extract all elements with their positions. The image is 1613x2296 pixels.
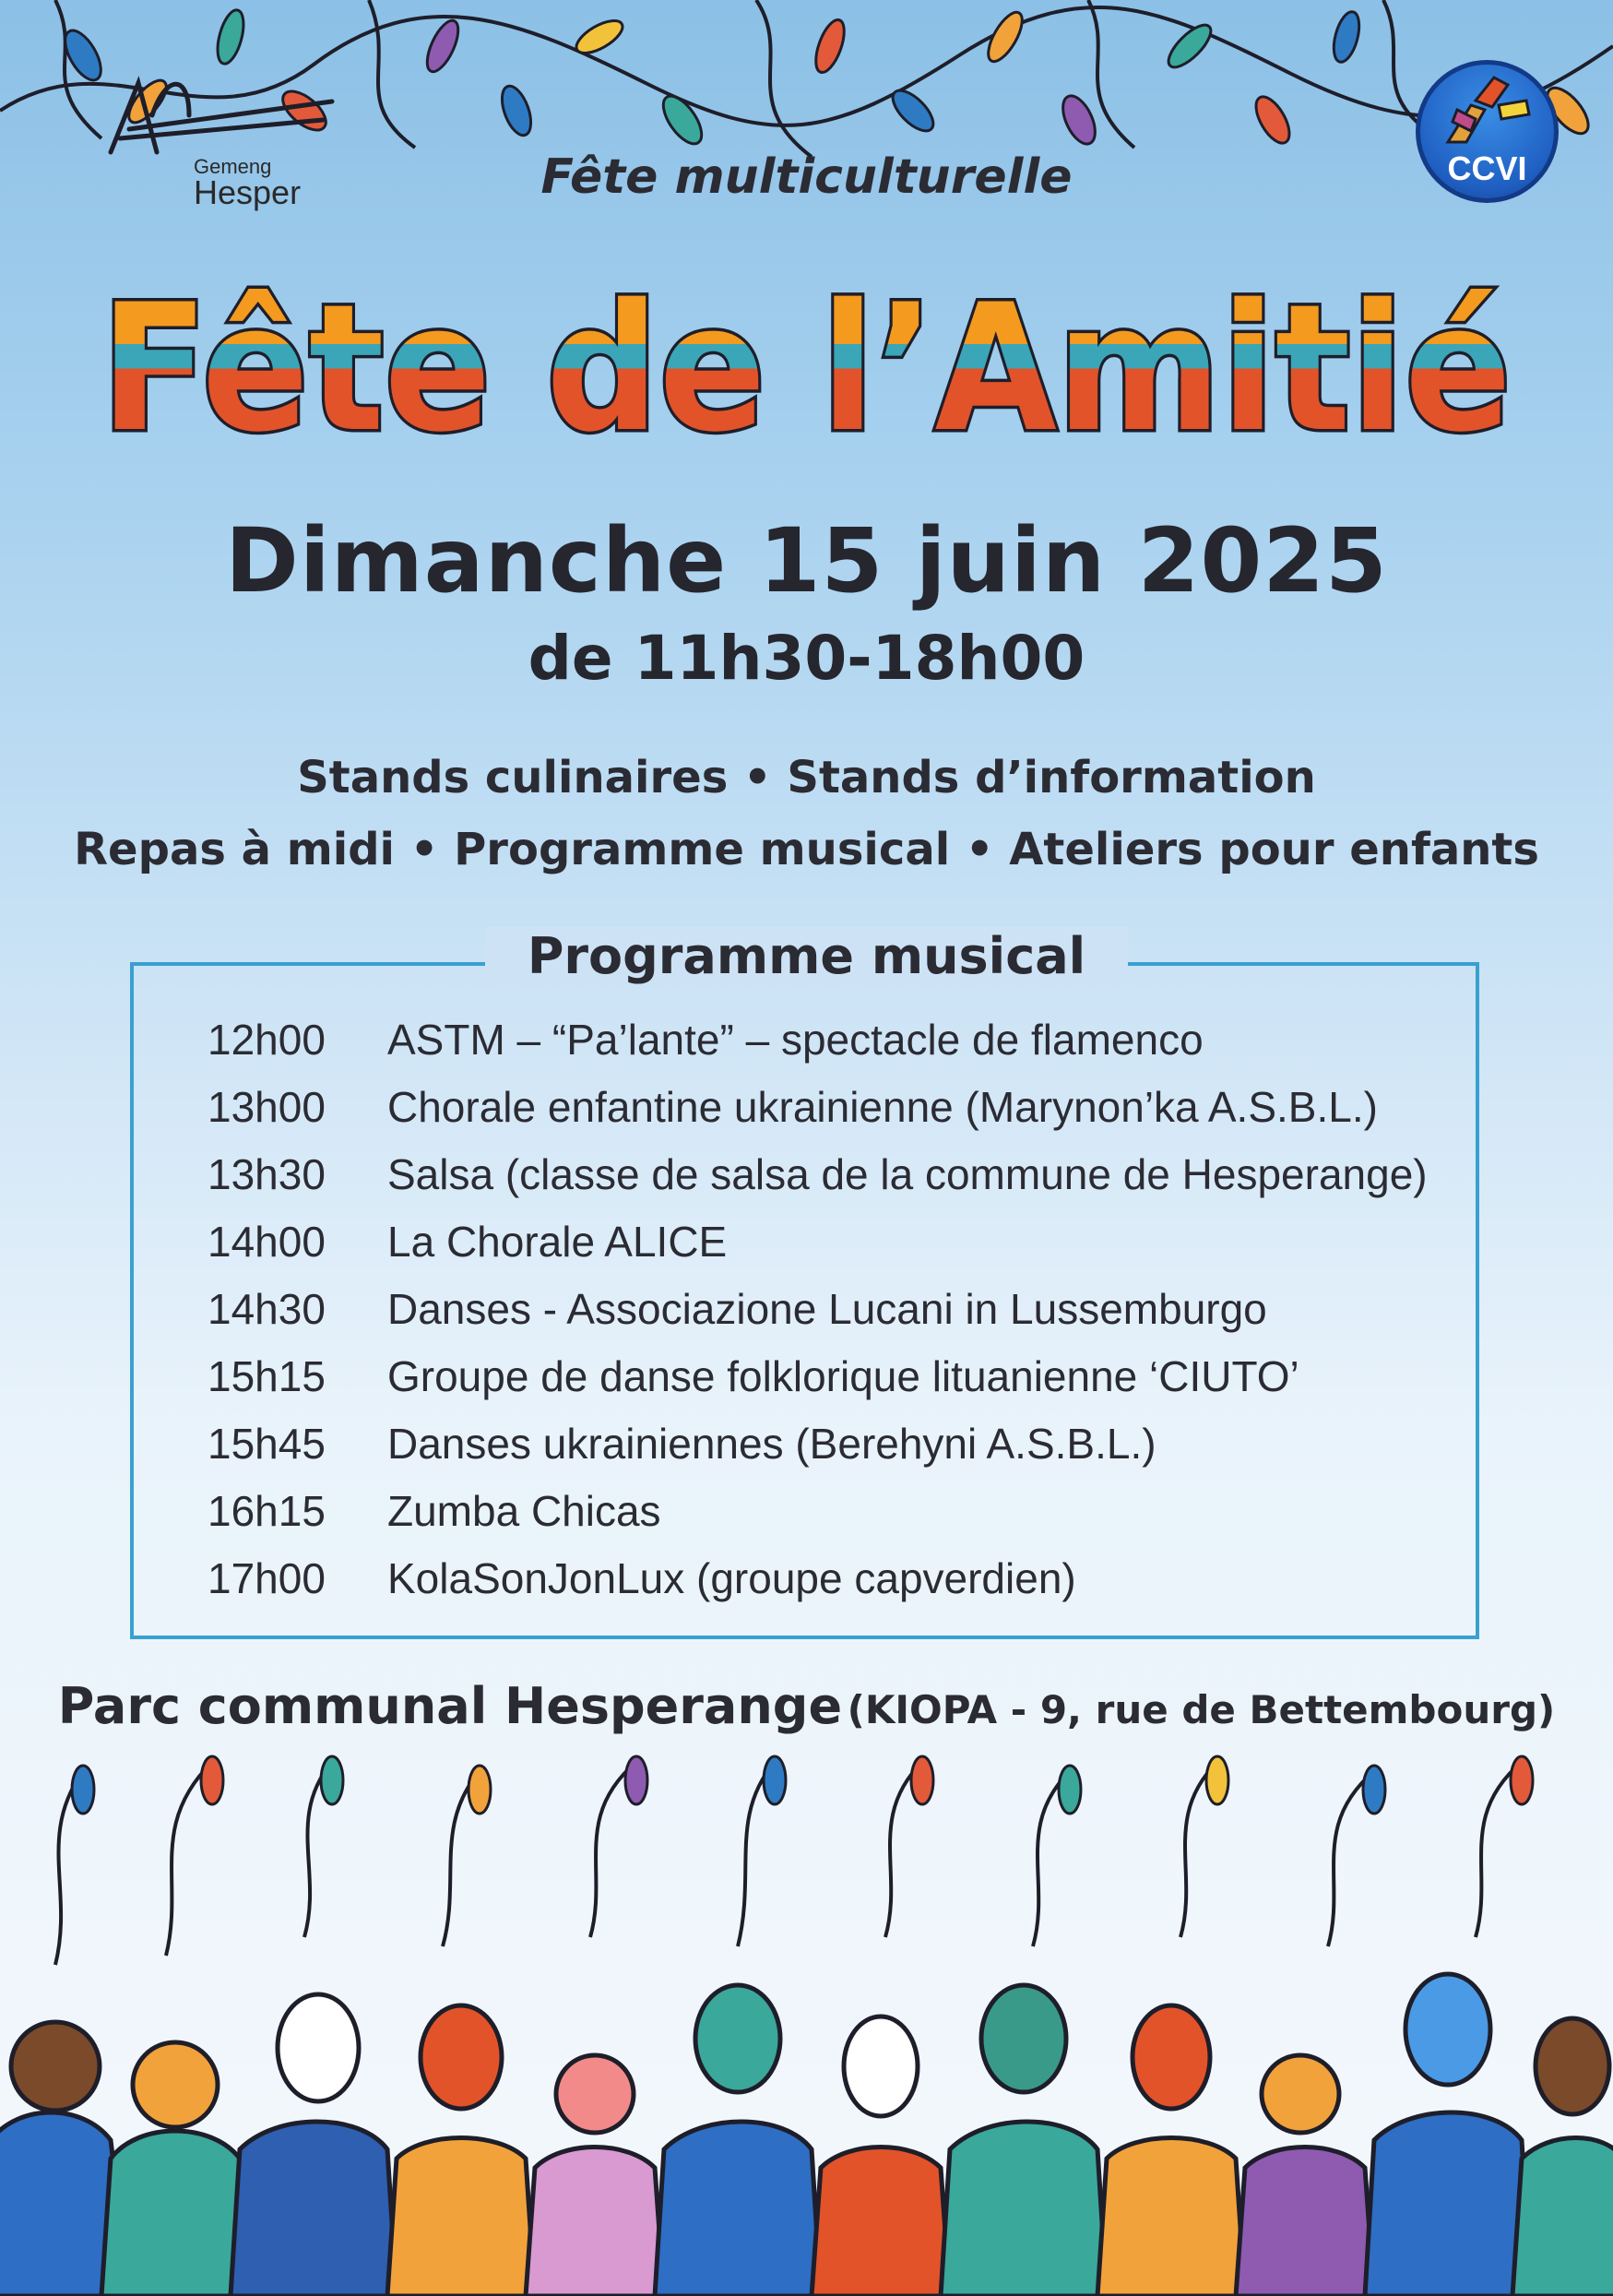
event-title (0, 240, 1613, 480)
programme-act: Danses ukrainiennes (Berehyni A.S.B.L.) (387, 1420, 1156, 1468)
programme-act: Danses - Associazione Lucani in Lussemburgo (387, 1285, 1267, 1333)
programme-title (0, 927, 1613, 985)
logo-big-text: Hesper (194, 173, 302, 211)
programme-time: 16h15 (208, 1487, 326, 1535)
programme-act: Zumba Chicas (387, 1487, 661, 1535)
programme-time: 17h00 (208, 1554, 326, 1602)
venue (0, 1677, 1613, 1735)
hands-icon (1420, 68, 1554, 151)
event-date: Dimanche 15 juin 2025 (225, 509, 1388, 613)
event-subtitle: Fête multiculturelle (540, 149, 1073, 205)
logo-small-text: Gemeng (194, 155, 272, 178)
people-illustration (0, 1753, 1613, 2296)
programme-row (208, 1015, 1204, 1065)
programme-act: KolaSonJonLux (groupe capverdien) (387, 1554, 1076, 1602)
programme-time: 12h00 (208, 1016, 326, 1064)
event-time: de 11h30-18h00 (528, 623, 1085, 694)
programme-row (208, 1149, 1428, 1199)
programme-row (208, 1486, 661, 1536)
venue-address: (KIOPA - 9, rue de Bettembourg) (847, 1687, 1556, 1732)
programme-row (208, 1284, 1267, 1334)
venue-name: Parc communal Hesperange (57, 1677, 843, 1735)
programme-time: 13h00 (208, 1083, 326, 1131)
programme-time: 15h45 (208, 1420, 326, 1468)
programme-row (208, 1082, 1378, 1132)
features-line-1: Stands culinaires • Stands d’information (297, 752, 1316, 803)
programme-act: Groupe de danse folklorique lituanienne ‘CIUTO’ (387, 1352, 1299, 1400)
event-title-text: Fête de l’Amitié (101, 267, 1512, 470)
programme-row (208, 1553, 1076, 1603)
programme-time: 13h30 (208, 1150, 326, 1198)
programme-time: 15h15 (208, 1352, 326, 1400)
programme-act: Chorale enfantine ukrainienne (Marynon’ka A.S.B.L.) (387, 1083, 1378, 1131)
programme-row (208, 1217, 727, 1267)
programme-row (208, 1419, 1156, 1469)
programme-time: 14h30 (208, 1285, 326, 1333)
programme-act: La Chorale ALICE (387, 1218, 728, 1266)
badge-text: CCVI (1447, 149, 1527, 187)
programme-act: ASTM – “Pa’lante” – spectacle de flamenco (387, 1016, 1204, 1064)
programme-act: Salsa (classe de salsa de la commune de Hesperange) (387, 1150, 1428, 1198)
programme-title-text: Programme musical (485, 927, 1128, 985)
programme-time: 14h00 (208, 1218, 326, 1266)
hesper-emblem-icon (101, 65, 341, 157)
features-line-2: Repas à midi • Programme musical • Ateliers pour enfants (74, 824, 1539, 875)
programme-row (208, 1351, 1299, 1401)
